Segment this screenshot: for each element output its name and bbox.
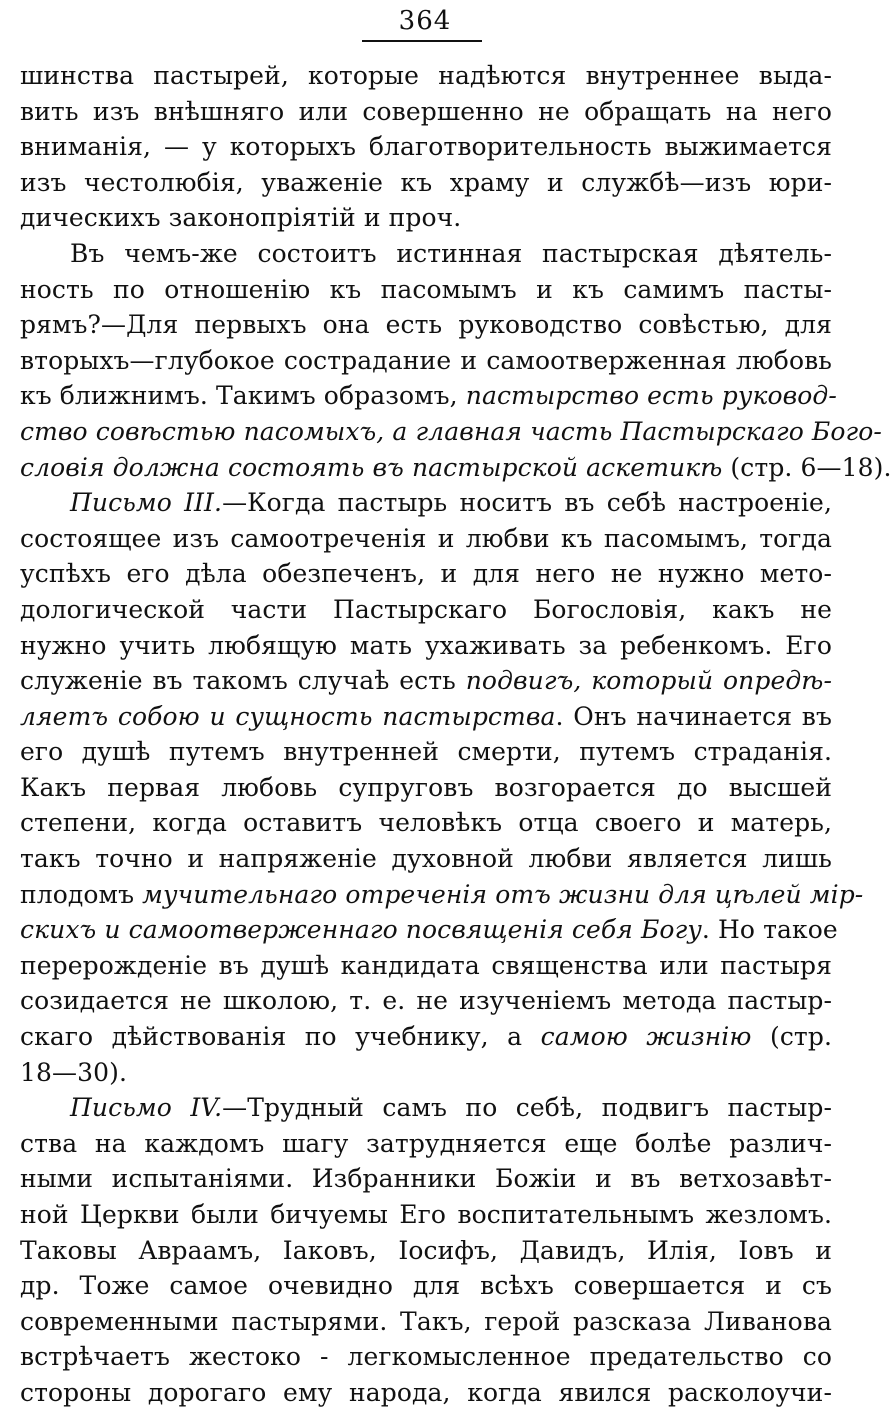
header-rule [362,40,482,42]
letter-heading-line: Письмо III.—Когда пастырь носитъ въ себѣ настроеніе, [70,488,832,518]
text-line: стороны дорогаго ему народа, когда явился расколоучи- [20,1377,832,1407]
text-line: дологической части Пастырскаго Богословія, какъ не [20,594,832,624]
text-line: плодомъ мучительнаго отреченія отъ жизни для цѣлей мір- [20,879,864,909]
text-line: Таковы Авраамъ, Іаковъ, Іосифъ, Давидъ, Илія, Іовъ и [20,1235,832,1265]
page-number: 364 [398,6,452,36]
text-line: рямъ?—Для первыхъ она есть руководство совѣстью, для [20,310,832,340]
text-line: перерожденіе въ душѣ кандидата священства или пастыря [20,950,832,980]
text-line: созидается не школою, т. е. не изученіемъ метода пастыр- [20,986,832,1016]
text-line: степени, когда оставитъ человѣкъ отца своего и матерь, [20,808,832,838]
text-line: вторыхъ—глубокое сострадание и самоотверженная любовь [20,345,832,375]
text-line: служеніе въ такомъ случаѣ есть подвигъ, который опредѣ- [20,666,832,696]
paragraph-start-line: Въ чемъ-же состоитъ истинная пастырская дѣятель- [70,238,832,268]
text-line: др. Тоже самое очевидно для всѣхъ совершается и съ [20,1271,832,1301]
text-line: 18—30). [20,1057,128,1087]
text-line: скихъ и самоотверженнаго посвященія себя Богу. Но такое [20,915,838,945]
text-line: ность по отношенію къ пасомымъ и къ самимъ пасты- [20,274,832,304]
text-line: шинства пастырей, которые надѣются внутреннее выда- [20,61,832,90]
text-line: нужно учить любящую мать ухаживать за ребенкомъ. Его [20,630,832,660]
text-line: ляетъ собою и сущность пастырства. Онъ начинается въ [20,701,832,731]
letter-heading-line: Письмо IV.—Трудный самъ по себѣ, подвигъ пастыр- [70,1093,832,1123]
text-line: изъ честолюбія, уваженіе къ храму и службѣ—изъ юри- [20,167,832,197]
text-line: дическихъ законопріятій и проч. [20,203,462,233]
text-line: вниманія, — у которыхъ благотворительность выжимается [20,132,832,162]
text-line: словія должна состоять въ пастырской аскетикѣ (стр. 6—18). [20,452,892,482]
text-line: ными испытаніями. Избранники Божіи и въ ветхозавѣт- [20,1164,832,1194]
text-line: вить изъ внѣшняго или совершенно не обращать на него [20,96,832,126]
text-line: ной Церкви были бичуемы Его воспитательнымъ жезломъ. [20,1200,832,1229]
text-line: состоящее изъ самоотреченія и любви къ пасомымъ, тогда [20,523,832,553]
text-line: Какъ первая любовь супруговъ возгорается до высшей [20,772,832,802]
text-line: встрѣчаетъ жестоко - легкомысленное предательство со [20,1342,832,1372]
text-line: его душѣ путемъ внутренней смерти, путемъ страданія. [20,737,832,767]
text-line: современными пастырями. Такъ, герой разсказа Ливанова [20,1306,832,1336]
text-line: ство совѣстью пасомыхъ, а главная часть Пастырскаго Бого- [20,416,882,446]
text-line: успѣхъ его дѣла обезпеченъ, и для него не нужно мето- [20,559,832,589]
text-line: къ ближнимъ. Такимъ образомъ, пастырство есть руковод- [20,381,837,411]
text-line: такъ точно и напряженіе духовной любви является лишь [20,844,832,874]
text-line: скаго дѣйствованія по учебнику, а самою жизнію (стр. [20,1022,832,1052]
text-line: ства на каждомъ шагу затрудняется еще болѣе различ- [20,1128,832,1158]
body-text [20,58,892,1411]
